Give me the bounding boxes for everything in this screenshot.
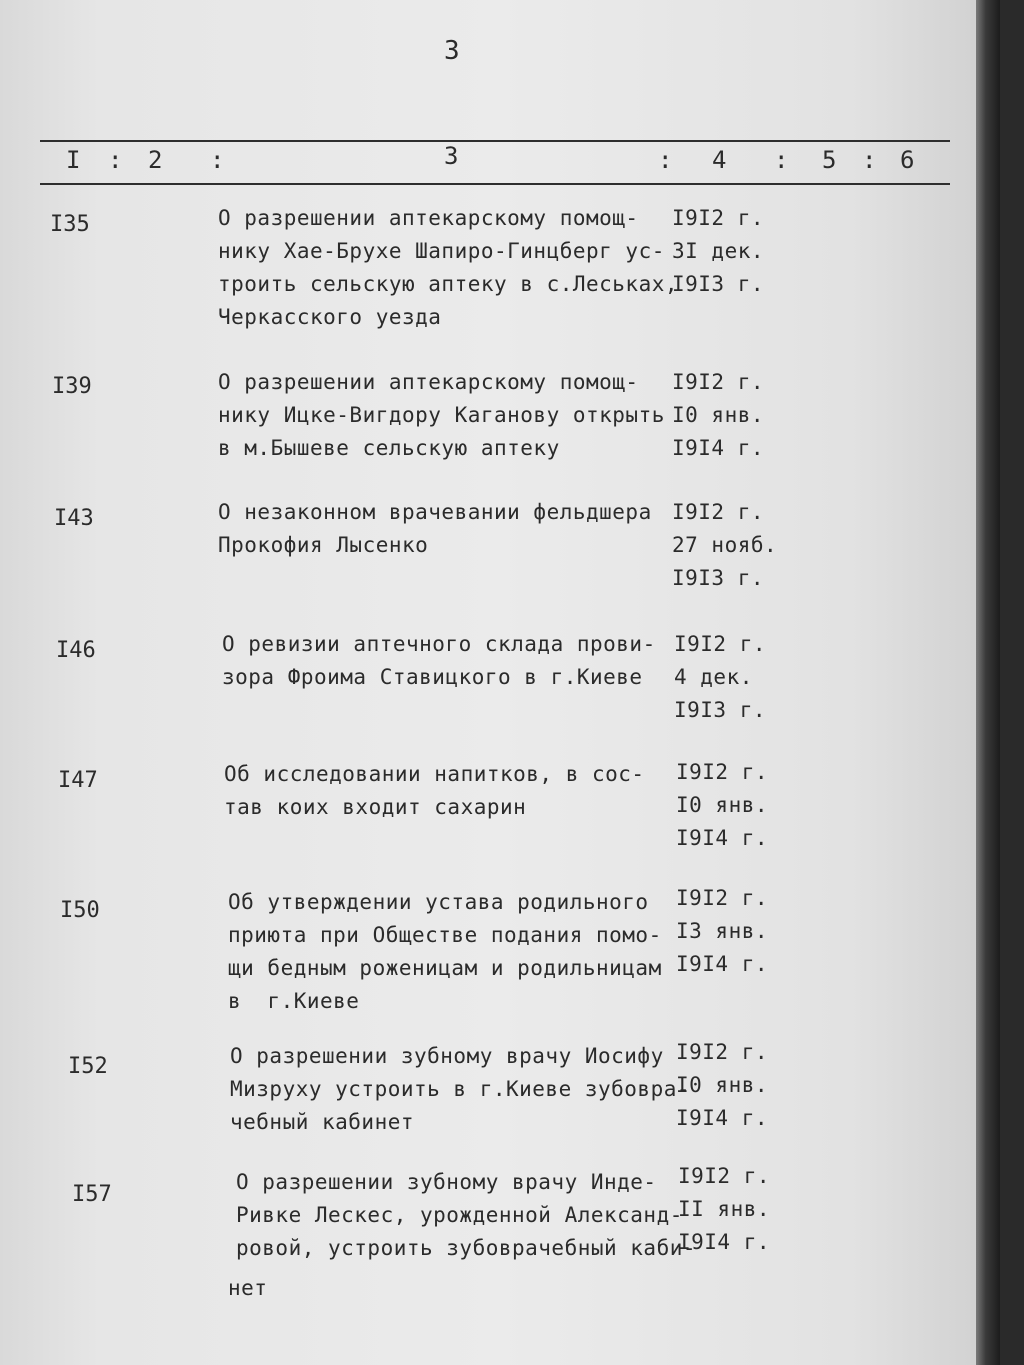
entry-title: О ревизии аптечного склада прови- зора Фроима Ставицкого в г.Киеве: [222, 632, 656, 689]
header-separator: :: [210, 146, 225, 174]
page-number: 3: [444, 36, 460, 66]
header-separator: :: [774, 146, 789, 174]
entry-dates: I9I2 г. 3I дек. I9I3 г.: [672, 206, 765, 296]
entry-dates: I9I2 г. 4 дек. I9I3 г.: [674, 632, 767, 722]
header-rule-bottom: [40, 183, 950, 185]
header-rule-top: [40, 140, 950, 142]
entry-number: I35: [50, 212, 90, 237]
entry-number: I46: [56, 638, 96, 663]
header-separator: :: [108, 146, 123, 174]
header-separator: :: [862, 146, 877, 174]
entry-title: О разрешении зубному врачу Иосифу Мизруху устроить в г.Киеве зубовра- чебный кабинет: [230, 1044, 691, 1134]
entry-number: I39: [52, 374, 92, 399]
entry-title: Об исследовании напитков, в сос- тав коих входит сахарин: [224, 762, 645, 819]
entry-dates: I9I2 г. I3 янв. I9I4 г.: [676, 886, 769, 976]
header-col-6: 6: [900, 146, 915, 174]
entry-title-continuation: нет: [228, 1276, 268, 1300]
entry-title: О незаконном врачевании фельдшера Прокофия Лысенко: [218, 500, 652, 557]
entry-number: I47: [58, 768, 98, 793]
header-col-2: 2: [148, 146, 163, 174]
entry-title: Об утверждении устава родильного приюта при Обществе подания помо- щи бедным роженицам и родильницам в г.Киеве: [228, 890, 662, 1013]
entry-number: I50: [60, 898, 100, 923]
page-edge: [976, 0, 1000, 1365]
entry-dates: I9I2 г. 27 нояб. I9I3 г.: [672, 500, 778, 590]
header-col-1: I: [66, 146, 81, 174]
entry-number: I57: [72, 1182, 112, 1207]
entry-title: О разрешении аптекарскому помощ- нику Ицке-Вигдору Каганову открыть в м.Бышеве сельскую аптеку: [218, 370, 665, 460]
entry-dates: I9I2 г. II янв. I9I4 г.: [678, 1164, 771, 1254]
header-col-5: 5: [822, 146, 837, 174]
entry-number: I52: [68, 1054, 108, 1079]
entry-title: О разрешении зубному врачу Инде- Ривке Лескес, урожденной Александ- ровой, устроить зубоврачебный каби-: [236, 1170, 697, 1260]
entry-title: О разрешении аптекарскому помощ- нику Хае-Брухе Шапиро-Гинцберг ус- троить сельскую аптеку в с.Леськах, Черкасского уезда: [218, 206, 679, 329]
entry-dates: I9I2 г. I0 янв. I9I4 г.: [672, 370, 765, 460]
entry-number: I43: [54, 506, 94, 531]
header-col-4: 4: [712, 146, 727, 174]
entry-dates: I9I2 г. I0 янв. I9I4 г.: [676, 1040, 769, 1130]
header-separator: :: [658, 146, 673, 174]
header-col-3: 3: [444, 142, 459, 170]
entry-dates: I9I2 г. I0 янв. I9I4 г.: [676, 760, 769, 850]
